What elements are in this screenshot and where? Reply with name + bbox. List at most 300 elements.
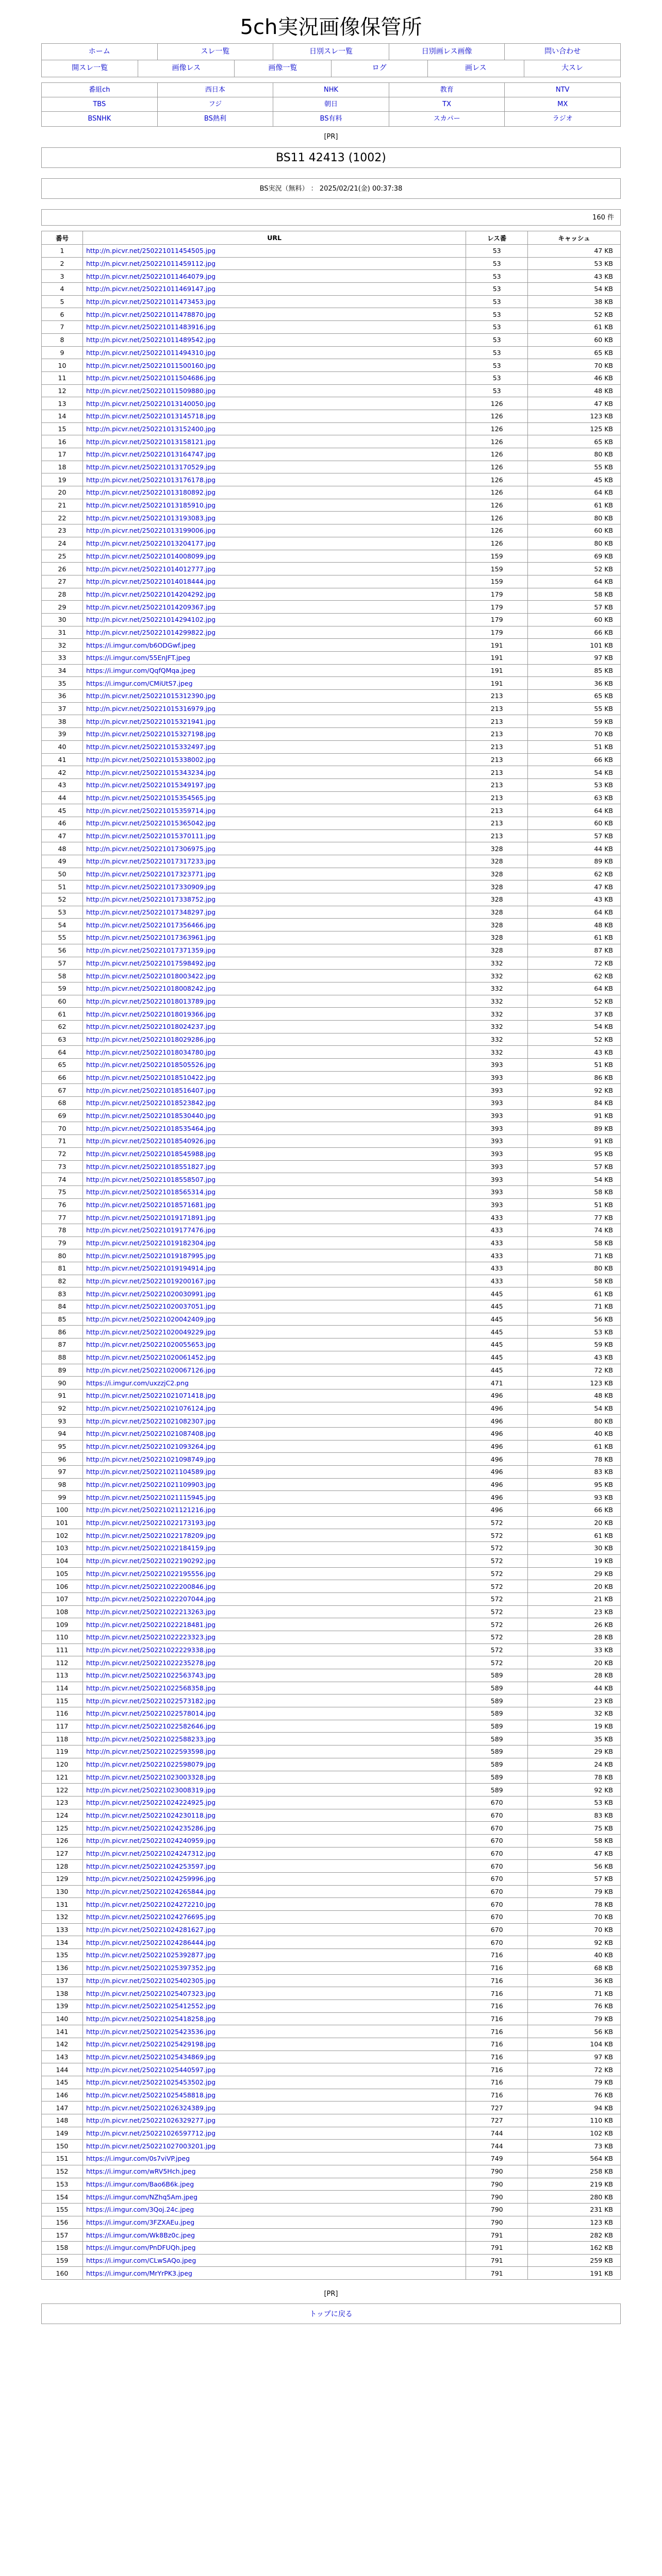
image-url-link[interactable]: http://n.picvr.net/250221021087408.jpg [86, 1430, 216, 1438]
image-url-link[interactable]: http://n.picvr.net/250221017371359.jpg [86, 946, 216, 955]
image-url-link[interactable]: http://n.picvr.net/250221018008242.jpg [86, 985, 216, 993]
cache-size: 40 KB [528, 1427, 621, 1440]
table-row [42, 1224, 621, 1236]
image-url-link[interactable]: http://n.picvr.net/250221019200167.jpg [86, 1277, 216, 1285]
res-number: 791 [466, 2229, 528, 2242]
image-url-link[interactable]: http://n.picvr.net/250221025458818.jpg [86, 2091, 216, 2099]
image-url-link[interactable]: http://n.picvr.net/250221018019366.jpg [86, 1010, 216, 1018]
cache-size: 95 KB [528, 1478, 621, 1491]
nav-image-res[interactable]: 画像レス [138, 60, 235, 77]
image-url-link[interactable]: http://n.picvr.net/250221019194914.jpg [86, 1264, 216, 1273]
image-url-link[interactable]: http://n.picvr.net/250221011504686.jpg [86, 374, 216, 382]
image-url-link[interactable]: http://n.picvr.net/250221011464079.jpg [86, 272, 216, 280]
cache-size: 61 KB [528, 931, 621, 944]
image-url-link[interactable]: http://n.picvr.net/250221022593598.jpg [86, 1748, 216, 1756]
row-number: 139 [42, 1999, 83, 2012]
row-number: 138 [42, 1987, 83, 2000]
image-url-link[interactable]: http://n.picvr.net/250221014209367.jpg [86, 603, 216, 611]
res-number: 572 [466, 1631, 528, 1643]
image-url-link[interactable]: http://n.picvr.net/250221022213263.jpg [86, 1607, 216, 1616]
cache-size: 123 KB [528, 1377, 621, 1389]
image-url-link[interactable]: http://n.picvr.net/250221020030991.jpg [86, 1290, 216, 1298]
table-row [42, 753, 621, 766]
image-url-link[interactable]: http://n.picvr.net/250221013140050.jpg [86, 399, 216, 408]
image-url-link[interactable]: http://n.picvr.net/250221015321941.jpg [86, 717, 216, 725]
image-url-link[interactable]: http://n.picvr.net/250221024235286.jpg [86, 1824, 216, 1832]
table-row [42, 333, 621, 346]
image-url-link[interactable]: http://n.picvr.net/250221025423536.jpg [86, 2027, 216, 2036]
table-row [42, 1389, 621, 1402]
table-row [42, 1275, 621, 1287]
image-url-link[interactable]: http://n.picvr.net/250221026324389.jpg [86, 2104, 216, 2112]
image-url-link[interactable]: http://n.picvr.net/250221025412552.jpg [86, 2002, 216, 2010]
channel-link[interactable]: 教育 [389, 83, 505, 97]
image-url-link[interactable]: http://n.picvr.net/250221013170529.jpg [86, 463, 216, 471]
res-number: 53 [466, 270, 528, 283]
image-url-link[interactable]: https://i.imgur.com/55EnJFT.jpeg [86, 654, 191, 662]
image-url-link[interactable]: http://n.picvr.net/250221011478870.jpg [86, 310, 216, 318]
image-url-link[interactable]: http://n.picvr.net/250221026329277.jpg [86, 2116, 216, 2125]
row-number: 101 [42, 1516, 83, 1529]
table-row [42, 1351, 621, 1364]
nav-contact[interactable]: 問い合わせ [544, 47, 581, 56]
cache-size: 66 KB [528, 626, 621, 639]
cache-size: 43 KB [528, 270, 621, 283]
cache-size: 92 KB [528, 1936, 621, 1949]
image-url-link[interactable]: http://n.picvr.net/250221025434869.jpg [86, 2053, 216, 2061]
image-url-link[interactable]: https://i.imgur.com/CMiUtS7.jpeg [86, 679, 193, 687]
cache-size: 92 KB [528, 1784, 621, 1797]
cache-size: 95 KB [528, 1147, 621, 1160]
image-url-link[interactable]: http://n.picvr.net/250221022578014.jpg [86, 1709, 216, 1718]
image-url-link[interactable]: http://n.picvr.net/250221025392877.jpg [86, 1951, 216, 1959]
image-url-link[interactable]: http://n.picvr.net/250221017348297.jpg [86, 908, 216, 917]
cache-size: 91 KB [528, 1135, 621, 1148]
cache-size: 58 KB [528, 1834, 621, 1847]
image-url-link[interactable]: https://i.imgur.com/b6ODGwf.jpeg [86, 641, 196, 649]
row-number: 79 [42, 1236, 83, 1249]
row-number: 154 [42, 2191, 83, 2204]
image-url-link[interactable]: http://n.picvr.net/250221018505526.jpg [86, 1061, 216, 1069]
channel-link[interactable]: 西日本 [158, 83, 274, 97]
table-row [42, 906, 621, 919]
image-url-link[interactable]: http://n.picvr.net/250221021109903.jpg [86, 1481, 216, 1489]
nav-log[interactable]: ログ [332, 60, 428, 77]
nav-thread-list[interactable]: スレ一覧 [158, 44, 274, 60]
row-number: 41 [42, 753, 83, 766]
image-url-link[interactable]: http://n.picvr.net/250221021115945.jpg [86, 1493, 216, 1501]
image-url-link[interactable]: http://n.picvr.net/250221019177476.jpg [86, 1226, 216, 1234]
image-url-link[interactable]: http://n.picvr.net/250221025453502.jpg [86, 2078, 216, 2087]
row-number: 131 [42, 1898, 83, 1911]
res-number: 670 [466, 1873, 528, 1886]
image-url-link[interactable]: https://i.imgur.com/Bao6B6k.jpeg [86, 2180, 194, 2188]
res-number: 213 [466, 804, 528, 817]
image-url-link[interactable]: http://n.picvr.net/250221018540926.jpg [86, 1137, 216, 1145]
res-number: 670 [466, 1822, 528, 1835]
table-row [42, 2050, 621, 2063]
res-number: 126 [466, 435, 528, 448]
row-number: 107 [42, 1592, 83, 1605]
table-row [42, 1033, 621, 1046]
image-url-link[interactable]: https://i.imgur.com/0s7viVP.jpeg [86, 2155, 190, 2163]
image-url-link[interactable]: https://i.imgur.com/NZhq5Am.jpeg [86, 2193, 198, 2201]
res-number: 126 [466, 499, 528, 512]
image-url-link[interactable]: http://n.picvr.net/250221022588233.jpg [86, 1735, 216, 1743]
row-number: 68 [42, 1097, 83, 1110]
image-url-link[interactable]: http://n.picvr.net/250221011500160.jpg [86, 361, 216, 369]
image-url-link[interactable]: http://n.picvr.net/250221013152400.jpg [86, 425, 216, 433]
table-row [42, 1771, 621, 1784]
res-number: 716 [466, 1987, 528, 2000]
image-url-link[interactable]: http://n.picvr.net/250221015327198.jpg [86, 730, 216, 738]
image-url-link[interactable]: http://n.picvr.net/250221021093264.jpg [86, 1442, 216, 1450]
cache-size: 56 KB [528, 2025, 621, 2038]
channel-link[interactable]: ラジオ [552, 115, 573, 123]
table-row [42, 1185, 621, 1198]
image-url-link[interactable]: http://n.picvr.net/250221018565314.jpg [86, 1188, 216, 1196]
cache-size: 19 KB [528, 1720, 621, 1733]
table-row [42, 1592, 621, 1605]
image-url-link[interactable]: http://n.picvr.net/250221014204292.jpg [86, 590, 216, 598]
image-url-link[interactable]: http://n.picvr.net/250221021121216.jpg [86, 1506, 216, 1514]
cache-size: 60 KB [528, 817, 621, 829]
image-url-link[interactable]: http://n.picvr.net/250221015365042.jpg [86, 819, 216, 827]
image-url-link[interactable]: http://n.picvr.net/250221018013789.jpg [86, 997, 216, 1005]
nav-image-list[interactable]: 画像一覧 [235, 60, 331, 77]
image-url-link[interactable]: http://n.picvr.net/250221024272210.jpg [86, 1900, 216, 1908]
image-url-link[interactable]: http://n.picvr.net/250221018024237.jpg [86, 1023, 216, 1031]
res-number: 213 [466, 753, 528, 766]
table-row [42, 1516, 621, 1529]
table-row [42, 664, 621, 677]
res-number: 496 [466, 1453, 528, 1466]
image-url-link[interactable]: http://n.picvr.net/250221018523842.jpg [86, 1099, 216, 1107]
row-number: 118 [42, 1733, 83, 1745]
table-row [42, 2127, 621, 2140]
image-url-link[interactable]: http://n.picvr.net/250221027003201.jpg [86, 2142, 216, 2150]
image-url-link[interactable]: http://n.picvr.net/250221015343234.jpg [86, 768, 216, 776]
cache-size: 123 KB [528, 2216, 621, 2229]
image-url-link[interactable]: http://n.picvr.net/250221024281627.jpg [86, 1926, 216, 1934]
table-row [42, 842, 621, 855]
image-url-link[interactable]: http://n.picvr.net/250221022190292.jpg [86, 1557, 216, 1565]
image-url-link[interactable]: http://n.picvr.net/250221025429198.jpg [86, 2040, 216, 2048]
image-url-link[interactable]: http://n.picvr.net/250221018516407.jpg [86, 1086, 216, 1094]
cache-size: 86 KB [528, 1071, 621, 1084]
image-url-link[interactable]: http://n.picvr.net/250221021082307.jpg [86, 1417, 216, 1425]
row-number: 108 [42, 1605, 83, 1618]
cache-size: 280 KB [528, 2191, 621, 2204]
image-url-link[interactable]: http://n.picvr.net/250221011469147.jpg [86, 285, 216, 293]
image-url-link[interactable]: http://n.picvr.net/250221020042409.jpg [86, 1315, 216, 1324]
row-number: 1 [42, 245, 83, 258]
image-url-link[interactable]: http://n.picvr.net/250221021104589.jpg [86, 1468, 216, 1476]
channel-link[interactable]: 朝日 [273, 97, 389, 111]
image-url-link[interactable]: http://n.picvr.net/250221014299822.jpg [86, 628, 216, 636]
image-url-link[interactable]: http://n.picvr.net/250221018571681.jpg [86, 1200, 216, 1209]
image-url-link[interactable]: http://n.picvr.net/250221024247312.jpg [86, 1849, 216, 1857]
table-row [42, 1415, 621, 1428]
image-url-link[interactable]: http://n.picvr.net/250221015349197.jpg [86, 781, 216, 789]
image-url-link[interactable]: http://n.picvr.net/250221018003422.jpg [86, 972, 216, 980]
image-url-link[interactable]: http://n.picvr.net/250221022229338.jpg [86, 1646, 216, 1654]
table-row [42, 1402, 621, 1415]
image-url-link[interactable]: http://n.picvr.net/250221019182304.jpg [86, 1239, 216, 1247]
back-to-top-button[interactable]: トップに戻る [41, 2303, 621, 2324]
image-url-link[interactable]: http://n.picvr.net/250221022573182.jpg [86, 1697, 216, 1705]
image-url-link[interactable]: http://n.picvr.net/250221018510422.jpg [86, 1074, 216, 1082]
image-url-link[interactable]: http://n.picvr.net/250221025407323.jpg [86, 1989, 216, 1997]
channel-link[interactable]: フジ [158, 97, 274, 111]
image-url-link[interactable]: https://i.imgur.com/PnDFUQh.jpeg [86, 2244, 196, 2252]
channel-link[interactable]: 番組ch [42, 83, 158, 97]
image-url-link[interactable]: http://n.picvr.net/250221018535464.jpg [86, 1124, 216, 1132]
row-number: 85 [42, 1313, 83, 1326]
image-url-link[interactable]: http://n.picvr.net/250221013199006.jpg [86, 527, 216, 535]
image-url-link[interactable]: http://n.picvr.net/250221019187995.jpg [86, 1251, 216, 1260]
row-number: 46 [42, 817, 83, 829]
image-url-link[interactable]: https://i.imgur.com/uxzzjC2.png [86, 1379, 189, 1387]
nav-open-threads[interactable]: 開スレ一覧 [42, 60, 138, 77]
cache-size: 66 KB [528, 1504, 621, 1517]
image-url-link[interactable]: http://n.picvr.net/250221015312390.jpg [86, 692, 216, 700]
cache-size: 52 KB [528, 563, 621, 575]
image-url-link[interactable]: http://n.picvr.net/250221020037051.jpg [86, 1302, 216, 1311]
image-url-link[interactable]: http://n.picvr.net/250221024265844.jpg [86, 1888, 216, 1896]
cache-size: 58 KB [528, 588, 621, 601]
cache-size: 29 KB [528, 1745, 621, 1758]
image-url-link[interactable]: https://i.imgur.com/wRV5Hch.jpeg [86, 2167, 196, 2176]
image-url-link[interactable]: http://n.picvr.net/250221017356466.jpg [86, 921, 216, 929]
image-url-link[interactable]: https://i.imgur.com/3Qoj.24c.jpeg [86, 2206, 194, 2214]
image-url-link[interactable]: http://n.picvr.net/250221013193083.jpg [86, 514, 216, 522]
nav-daily-threads[interactable]: 日別スレ一覧 [273, 44, 389, 60]
image-url-link[interactable]: http://n.picvr.net/250221017598492.jpg [86, 959, 216, 967]
row-number: 77 [42, 1211, 83, 1224]
image-url-link[interactable]: http://n.picvr.net/250221011509880.jpg [86, 386, 216, 395]
cache-size: 57 KB [528, 601, 621, 614]
image-url-link[interactable]: http://n.picvr.net/250221017317233.jpg [86, 857, 216, 866]
image-url-link[interactable]: http://n.picvr.net/250221013176178.jpg [86, 476, 216, 484]
image-url-link[interactable]: http://n.picvr.net/250221026597712.jpg [86, 2129, 216, 2138]
image-url-link[interactable]: http://n.picvr.net/250221013158121.jpg [86, 437, 216, 446]
image-url-link[interactable]: https://i.imgur.com/CLwSAQo.jpeg [86, 2256, 196, 2264]
image-url-link[interactable]: http://n.picvr.net/250221019171891.jpg [86, 1213, 216, 1222]
image-url-link[interactable]: http://n.picvr.net/250221014008099.jpg [86, 552, 216, 560]
channel-link[interactable]: BS熱利 [158, 112, 274, 126]
table-row [42, 1326, 621, 1338]
cache-size: 66 KB [528, 753, 621, 766]
image-url-link[interactable]: http://n.picvr.net/250221015332497.jpg [86, 743, 216, 751]
image-url-link[interactable]: http://n.picvr.net/250221018530440.jpg [86, 1112, 216, 1120]
image-url-link[interactable]: http://n.picvr.net/250221022598079.jpg [86, 1760, 216, 1769]
image-url-link[interactable]: http://n.picvr.net/250221022200846.jpg [86, 1582, 216, 1590]
header-res: レス番 [466, 231, 528, 245]
res-number: 126 [466, 448, 528, 461]
thread-title: BS11 42413 (1002) [41, 147, 621, 168]
image-url-link[interactable]: http://n.picvr.net/250221017330909.jpg [86, 883, 216, 891]
image-url-link[interactable]: http://n.picvr.net/250221011473453.jpg [86, 298, 216, 306]
image-url-link[interactable]: http://n.picvr.net/250221022173193.jpg [86, 1519, 216, 1527]
table-row [42, 1860, 621, 1873]
cache-size: 71 KB [528, 1300, 621, 1313]
row-number: 31 [42, 626, 83, 639]
image-url-link[interactable]: https://i.imgur.com/MrYrPK3.jpeg [86, 2269, 192, 2277]
image-url-link[interactable]: http://n.picvr.net/250221024224925.jpg [86, 1799, 216, 1807]
image-url-link[interactable]: http://n.picvr.net/250221018034780.jpg [86, 1048, 216, 1056]
cache-size: 91 KB [528, 1109, 621, 1122]
image-url-link[interactable]: http://n.picvr.net/250221024276695.jpg [86, 1913, 216, 1921]
cache-size: 73 KB [528, 2140, 621, 2153]
image-url-link[interactable]: http://n.picvr.net/250221021071418.jpg [86, 1392, 216, 1400]
image-url-link[interactable]: http://n.picvr.net/250221014018444.jpg [86, 578, 216, 586]
table-row [42, 2153, 621, 2165]
row-number: 129 [42, 1873, 83, 1886]
image-url-link[interactable]: http://n.picvr.net/250221022235278.jpg [86, 1658, 216, 1667]
image-url-link[interactable]: https://i.imgur.com/Wk8Bz0c.jpeg [86, 2231, 195, 2239]
image-url-link[interactable]: http://n.picvr.net/250221017363961.jpg [86, 934, 216, 942]
channel-link[interactable]: MX [557, 100, 568, 108]
cache-size: 71 KB [528, 1987, 621, 2000]
table-row [42, 1936, 621, 1949]
row-number: 6 [42, 308, 83, 321]
header-no: 番号 [42, 231, 83, 245]
res-number: 126 [466, 486, 528, 499]
nav-big-threads[interactable]: 大スレ [561, 64, 583, 72]
image-url-link[interactable]: http://n.picvr.net/250221013185910.jpg [86, 501, 216, 510]
image-url-link[interactable]: http://n.picvr.net/250221022582646.jpg [86, 1722, 216, 1731]
cache-size: 61 KB [528, 1440, 621, 1453]
image-url-link[interactable]: http://n.picvr.net/250221014012777.jpg [86, 565, 216, 573]
image-url-link[interactable]: http://n.picvr.net/250221011454505.jpg [86, 247, 216, 255]
image-url-link[interactable]: http://n.picvr.net/250221014294102.jpg [86, 616, 216, 624]
channel-link[interactable]: TX [389, 97, 505, 111]
image-url-link[interactable]: http://n.picvr.net/250221024259996.jpg [86, 1875, 216, 1883]
cache-size: 57 KB [528, 1160, 621, 1173]
image-url-link[interactable]: http://n.picvr.net/250221013164747.jpg [86, 450, 216, 459]
image-url-link[interactable]: http://n.picvr.net/250221020061452.jpg [86, 1353, 216, 1362]
image-url-link[interactable]: http://n.picvr.net/250221023003328.jpg [86, 1773, 216, 1781]
image-url-link[interactable]: http://n.picvr.net/250221017306975.jpg [86, 844, 216, 853]
image-url-link[interactable]: http://n.picvr.net/250221013145718.jpg [86, 412, 216, 420]
image-url-link[interactable]: http://n.picvr.net/250221011459112.jpg [86, 260, 216, 268]
res-number: 727 [466, 2102, 528, 2114]
table-row [42, 1999, 621, 2012]
image-url-link[interactable]: http://n.picvr.net/250221018551827.jpg [86, 1162, 216, 1171]
res-number: 790 [466, 2191, 528, 2204]
cache-size: 54 KB [528, 1173, 621, 1186]
image-url-link[interactable]: http://n.picvr.net/250221015359714.jpg [86, 806, 216, 815]
image-url-link[interactable]: http://n.picvr.net/250221011489542.jpg [86, 336, 216, 344]
image-url-link[interactable]: http://n.picvr.net/250221015338002.jpg [86, 755, 216, 764]
image-url-link[interactable]: http://n.picvr.net/250221020055653.jpg [86, 1341, 216, 1349]
image-url-link[interactable]: http://n.picvr.net/250221018558507.jpg [86, 1175, 216, 1183]
channel-link[interactable]: NHK [273, 83, 389, 97]
channel-link[interactable]: BS有料 [273, 112, 389, 126]
image-url-link[interactable]: http://n.picvr.net/250221022207044.jpg [86, 1595, 216, 1603]
table-row [42, 359, 621, 372]
cache-size: 65 KB [528, 435, 621, 448]
image-url-link[interactable]: http://n.picvr.net/250221022563743.jpg [86, 1671, 216, 1680]
image-url-link[interactable]: http://n.picvr.net/250221022184159.jpg [86, 1544, 216, 1552]
image-url-link[interactable]: http://n.picvr.net/250221024240959.jpg [86, 1837, 216, 1845]
image-url-link[interactable]: http://n.picvr.net/250221017338752.jpg [86, 895, 216, 904]
image-url-link[interactable]: http://n.picvr.net/250221017323771.jpg [86, 870, 216, 878]
res-number: 332 [466, 1033, 528, 1046]
cache-size: 47 KB [528, 397, 621, 410]
image-url-link[interactable]: http://n.picvr.net/250221025418258.jpg [86, 2014, 216, 2023]
row-number: 36 [42, 690, 83, 703]
nav-daily-images[interactable]: 日別画レス画像 [389, 44, 505, 60]
row-number: 152 [42, 2165, 83, 2178]
image-url-link[interactable]: http://n.picvr.net/250221011483916.jpg [86, 323, 216, 331]
image-url-link[interactable]: http://n.picvr.net/250221022195556.jpg [86, 1569, 216, 1578]
table-row [42, 1135, 621, 1148]
cache-size: 36 KB [528, 677, 621, 690]
image-url-link[interactable]: http://n.picvr.net/250221015370111.jpg [86, 832, 216, 840]
image-url-link[interactable]: http://n.picvr.net/250221022568358.jpg [86, 1684, 216, 1692]
image-url-link[interactable]: http://n.picvr.net/250221022178209.jpg [86, 1531, 216, 1539]
image-url-link[interactable]: http://n.picvr.net/250221021076124.jpg [86, 1404, 216, 1412]
image-url-link[interactable]: http://n.picvr.net/250221013204177.jpg [86, 539, 216, 548]
res-number: 572 [466, 1516, 528, 1529]
image-url-link[interactable]: http://n.picvr.net/250221013180892.jpg [86, 488, 216, 497]
cache-size: 57 KB [528, 1873, 621, 1886]
table-row [42, 957, 621, 970]
pr-label: [PR] [324, 133, 338, 141]
res-number: 572 [466, 1592, 528, 1605]
image-url-link[interactable]: http://n.picvr.net/250221015354565.jpg [86, 793, 216, 802]
image-url-link[interactable]: http://n.picvr.net/250221024253597.jpg [86, 1862, 216, 1870]
table-row [42, 690, 621, 703]
res-number: 445 [466, 1287, 528, 1300]
image-url-link[interactable]: http://n.picvr.net/250221024230118.jpg [86, 1811, 216, 1819]
res-number: 589 [466, 1745, 528, 1758]
image-url-link[interactable]: http://n.picvr.net/250221025440597.jpg [86, 2065, 216, 2074]
image-url-link[interactable]: http://n.picvr.net/250221022223323.jpg [86, 1633, 216, 1641]
image-url-link[interactable]: http://n.picvr.net/250221020067126.jpg [86, 1366, 216, 1374]
row-number: 58 [42, 970, 83, 982]
image-url-link[interactable]: http://n.picvr.net/250221018029286.jpg [86, 1035, 216, 1043]
image-url-link[interactable]: http://n.picvr.net/250221025397352.jpg [86, 1964, 216, 1972]
cache-size: 71 KB [528, 1249, 621, 1262]
row-number: 151 [42, 2153, 83, 2165]
nav-home[interactable]: ホーム [42, 44, 158, 60]
image-url-link[interactable]: http://n.picvr.net/250221021098749.jpg [86, 1455, 216, 1463]
image-url-link[interactable]: http://n.picvr.net/250221023008319.jpg [86, 1786, 216, 1794]
channel-link[interactable]: TBS [42, 97, 158, 111]
image-url-link[interactable]: http://n.picvr.net/250221024286444.jpg [86, 1938, 216, 1946]
image-url-link[interactable]: http://n.picvr.net/250221011494310.jpg [86, 348, 216, 357]
image-url-link[interactable]: http://n.picvr.net/250221018545988.jpg [86, 1150, 216, 1158]
image-url-link[interactable]: https://i.imgur.com/3FZXAEu.jpeg [86, 2218, 195, 2226]
channel-link[interactable]: NTV [555, 86, 570, 94]
table-row [42, 1682, 621, 1694]
table-row [42, 588, 621, 601]
image-url-link[interactable]: https://i.imgur.com/QqfQMqa.jpeg [86, 667, 195, 675]
row-number: 10 [42, 359, 83, 372]
channel-link[interactable]: スカパー [389, 112, 505, 126]
nav-gares[interactable]: 画レス [428, 60, 524, 77]
cache-size: 51 KB [528, 740, 621, 753]
image-url-link[interactable]: http://n.picvr.net/250221022218481.jpg [86, 1620, 216, 1629]
res-number: 393 [466, 1173, 528, 1186]
image-url-link[interactable]: http://n.picvr.net/250221025402305.jpg [86, 1976, 216, 1985]
image-url-link[interactable]: http://n.picvr.net/250221020049229.jpg [86, 1328, 216, 1336]
channel-link[interactable]: BSNHK [42, 112, 158, 126]
image-url-link[interactable]: http://n.picvr.net/250221015316979.jpg [86, 705, 216, 713]
